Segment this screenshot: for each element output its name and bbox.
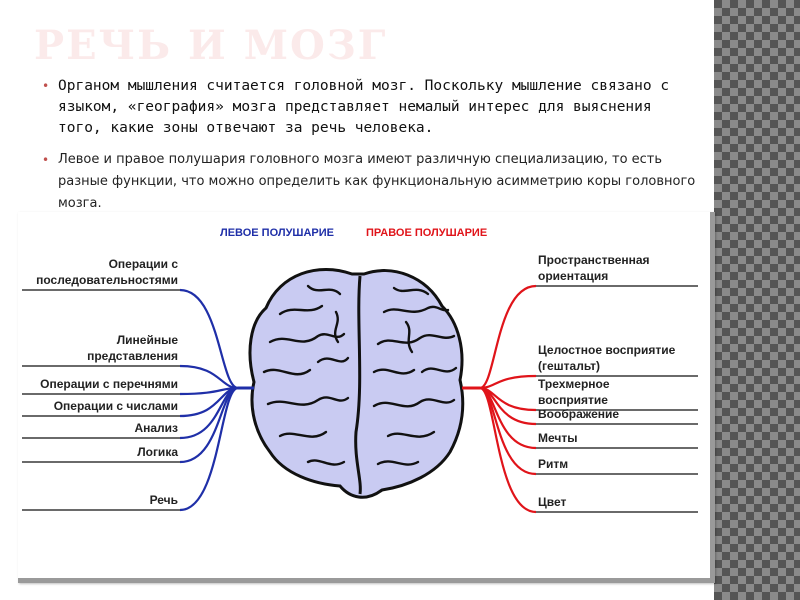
left-label-5 [134, 421, 178, 435]
left-label-line: Операции с [108, 257, 178, 271]
right-label-7 [538, 495, 567, 509]
right-label-3 [538, 377, 610, 407]
right-label-2 [538, 343, 676, 373]
bullet-item-1: • Органом мышления считается головной мозг. Поскольку мышление связано с языком, «география» мозга представляет немалый интерес для выяснения того, какие зоны отвечают за речь человека. [40, 76, 700, 139]
slide-title: РЕЧЬ И МОЗГ [34, 22, 388, 69]
left-label-4 [54, 399, 178, 413]
left-label-line: последовательностями [36, 273, 178, 287]
left-connector [180, 388, 238, 510]
right-label-5 [538, 431, 577, 445]
left-label-7 [150, 493, 178, 507]
right-hemisphere-labels [538, 253, 676, 509]
left-label-6 [137, 445, 178, 459]
left-label-2 [87, 333, 178, 363]
left-hemisphere-labels [36, 257, 178, 507]
bullet-item-2: • Левое и правое полушария головного мозга имеют различную специализацию, то есть разные функции, что можно определить как функциональную асимметрию коры головного мозга. [40, 149, 700, 215]
right-label-line: Мечты [538, 431, 578, 445]
right-label-line: Пространственная [538, 253, 650, 267]
left-connector [180, 290, 238, 388]
right-connector [480, 286, 536, 388]
left-label-line: Анализ [134, 421, 178, 435]
brain-diagram [18, 212, 710, 578]
left-label-line: Линейные [116, 333, 178, 347]
left-hemisphere-header: ЛЕВОЕ ПОЛУШАРИЕ [220, 227, 335, 239]
left-label-line: Речь [149, 493, 178, 507]
left-label-line: Логика [137, 445, 178, 459]
right-label-line: Трехмерное [538, 377, 610, 391]
brain-illustration [250, 269, 463, 497]
left-label-3 [40, 377, 178, 391]
right-label-line: Цвет [538, 495, 567, 509]
right-label-1 [538, 253, 650, 283]
right-label-line: восприятие [538, 393, 608, 407]
right-label-4 [538, 407, 619, 421]
right-connector [480, 388, 536, 512]
right-label-line: Ритм [538, 457, 569, 471]
right-label-6 [538, 457, 568, 471]
brain-diagram-figure [18, 212, 715, 583]
decorative-side-strip [714, 0, 800, 600]
right-label-line: (гештальт) [538, 359, 601, 373]
left-label-line: представления [87, 349, 178, 363]
left-label-1 [36, 257, 178, 287]
bullet-list [40, 76, 700, 215]
right-label-line: Воображение [538, 407, 620, 421]
right-hemisphere-header: ПРАВОЕ ПОЛУШАРИЕ [366, 227, 488, 239]
right-label-line: Целостное восприятие [538, 343, 676, 357]
left-label-line: Операции с перечнями [40, 377, 178, 391]
right-label-line: ориентация [538, 269, 609, 283]
left-label-line: Операции с числами [53, 399, 178, 413]
